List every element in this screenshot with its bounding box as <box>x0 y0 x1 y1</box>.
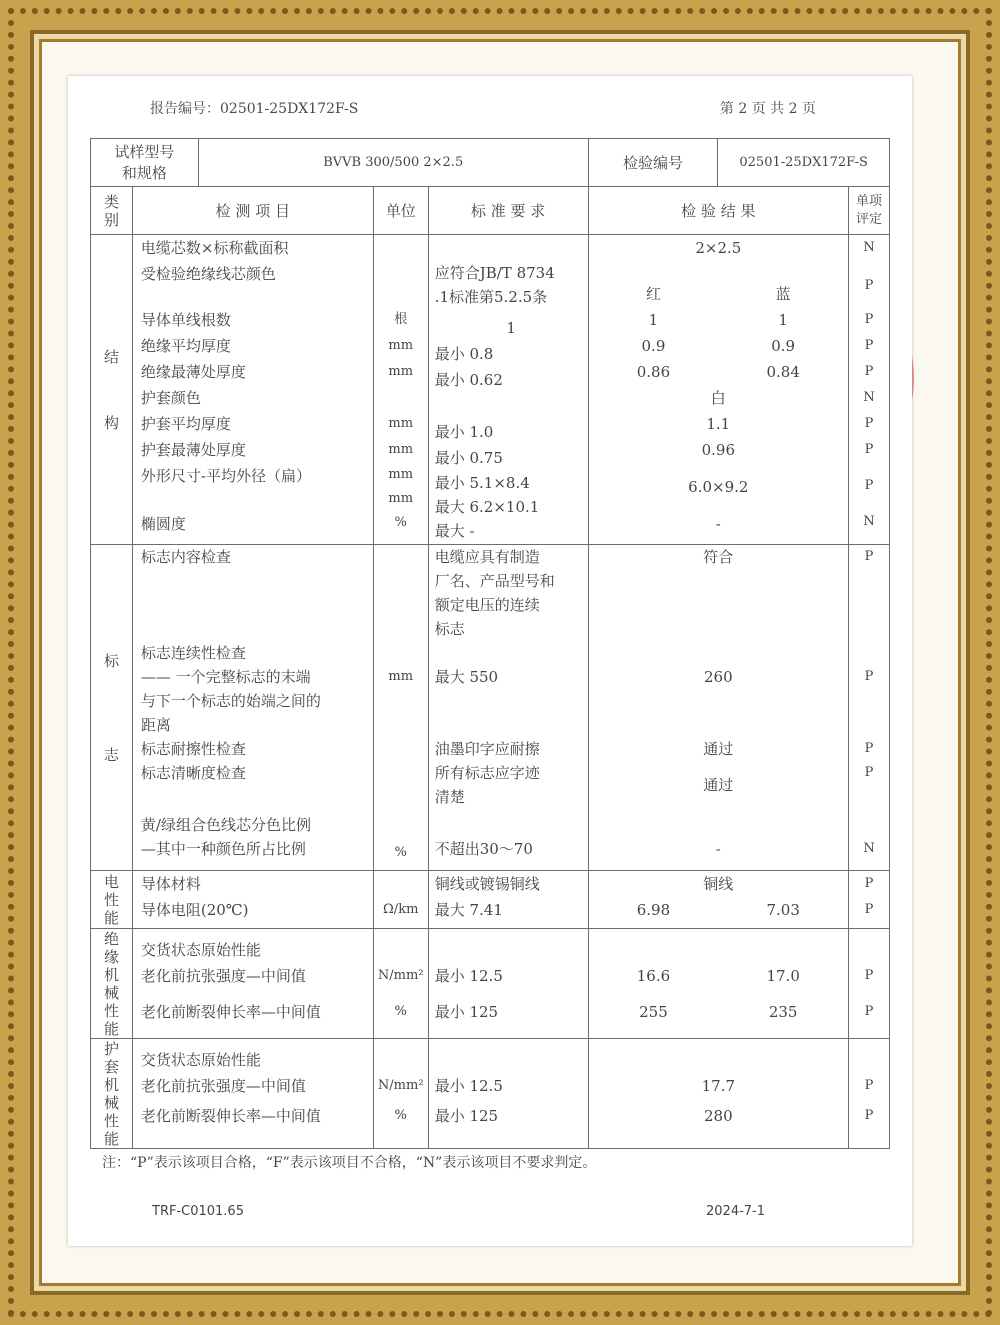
inspection-no-value: 02501-25DX172F-S <box>718 139 890 187</box>
marking-results: 符合 260 通过 通过 - <box>588 545 848 871</box>
report-number: 报告编号：02501-25DX172F-S <box>150 101 359 117</box>
insulation-standards: 最小 12.5 最小 125 <box>428 929 588 1039</box>
marking-standards: 电缆应具有制造 厂名、产品型号和 额定电压的连续 标志 最大 550 油墨印字应耐擦 所有标志应字迹 清楚 不超出30～70 <box>428 545 588 871</box>
inspection-no-label: 检验编号 <box>588 139 718 187</box>
legend-note: 注：“P”表示该项目合格，“F”表示该项目不合格，“N”表示该项目不要求判定。 <box>102 1155 597 1171</box>
sheath-units: N/mm² % <box>373 1039 428 1149</box>
insulation-units: N/mm² % <box>373 929 428 1039</box>
structure-results: 2×2.5 红 蓝 1 1 0.9 0.9 0.86 0.84 白 1.1 0.96 6.0×9.2 - <box>588 235 848 545</box>
col-judgement: 单项 评定 <box>849 187 890 235</box>
category-marking: 标 志 <box>91 545 133 871</box>
marking-items: 标志内容检查 标志连续性检查 —— 一个完整标志的末端 与下一个标志的始端之间的 距离 标志耐擦性检查 标志清晰度检查 黄/绿组合色线芯分色比例 —其中一种颜色所占比例 <box>132 545 373 871</box>
sheath-standards: 最小 12.5 最小 125 <box>428 1039 588 1149</box>
col-result: 检 验 结 果 <box>588 187 848 235</box>
model-value: BVVB 300/500 2×2.5 <box>198 139 588 187</box>
col-standard: 标 准 要 求 <box>428 187 588 235</box>
col-unit: 单位 <box>373 187 428 235</box>
model-label: 试样型号 和规格 <box>91 139 199 187</box>
form-date: 2024-7-1 <box>706 1204 766 1219</box>
electrical-items: 导体材料 导体电阻(20℃) <box>132 871 373 929</box>
page-number: 第 2 页 共 2 页 <box>719 101 816 117</box>
marking-units: mm % <box>373 545 428 871</box>
insulation-results: 16.6 17.0 255 235 <box>588 929 848 1039</box>
structure-standards: 应符合JB/T 8734 .1标准第5.2.5条 1 最小 0.8 最小 0.62 最小 1.0 最小 0.75 最小 5.1×8.4 最大 6.2×10.1 最大 - <box>428 235 588 545</box>
col-category: 类 别 <box>91 187 133 235</box>
electrical-standards: 铜线或镀锡铜线 最大 7.41 <box>428 871 588 929</box>
insulation-items: 交货状态原始性能 老化前抗张强度—中间值 老化前断裂伸长率—中间值 <box>132 929 373 1039</box>
sheath-judgements: P P <box>849 1039 890 1149</box>
electrical-unit: Ω/km <box>373 871 428 929</box>
structure-units: 根 mm mm mm mm mm mm % <box>373 235 428 545</box>
insulation-judgements: P P <box>849 929 890 1039</box>
sheath-items: 交货状态原始性能 老化前抗张强度—中间值 老化前断裂伸长率—中间值 <box>132 1039 373 1149</box>
category-structure: 结 构 <box>91 235 133 545</box>
electrical-judgements: P P <box>849 871 890 929</box>
category-sheath-mechanical: 护 套 机 械 性 能 <box>91 1039 133 1149</box>
report-page <box>68 76 912 1246</box>
electrical-results: 铜线 6.98 7.03 <box>588 871 848 929</box>
structure-judgements: N P P P P N P P P N <box>849 235 890 545</box>
marking-judgements: P P P P N <box>849 545 890 871</box>
inspection-table <box>90 138 890 1149</box>
col-item: 检 测 项 目 <box>132 187 373 235</box>
sheath-results: 17.7 280 <box>588 1039 848 1149</box>
structure-items: 电缆芯数×标称截面积 受检验绝缘线芯颜色 导体单线根数 绝缘平均厚度 绝缘最薄处厚度 护套颜色 护套平均厚度 护套最薄处厚度 外形尺寸-平均外径（扁） 椭圆度 <box>132 235 373 545</box>
category-electrical: 电 性 能 <box>91 871 133 929</box>
form-code: TRF-C0101.65 <box>152 1204 244 1219</box>
category-insulation-mechanical: 绝 缘 机 械 性 能 <box>91 929 133 1039</box>
